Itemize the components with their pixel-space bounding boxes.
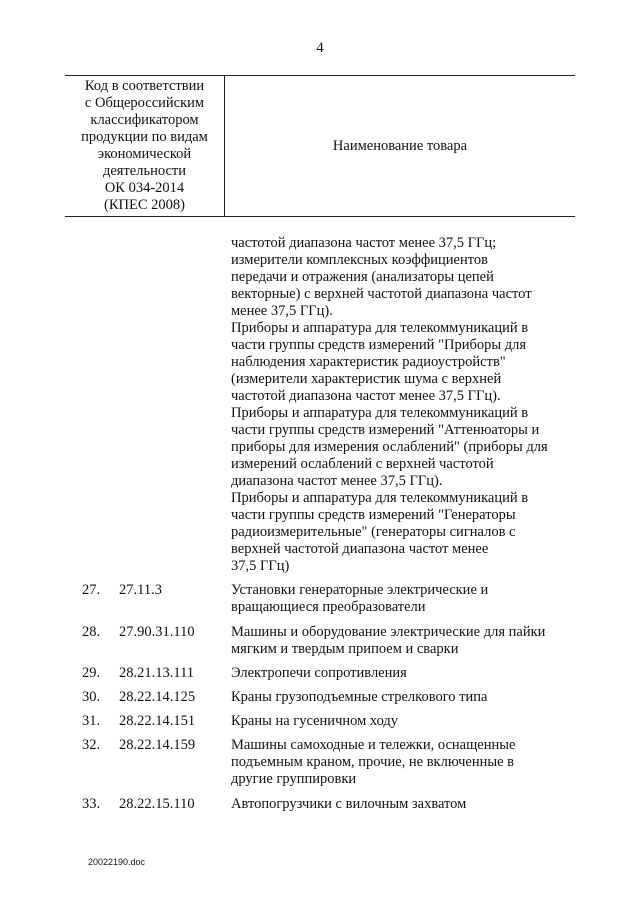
header-code-line: продукции по видам [81,129,208,145]
row-code: 28.22.14.151 [119,713,196,729]
row-name-line: Машины и оборудование электрические для пайки [231,624,546,640]
header-code-line: (КПЕС 2008) [104,197,185,213]
row-code: 27.90.31.110 [119,624,195,640]
row-name-line: Автопогрузчики с вилочным захватом [231,796,467,812]
paragraph [231,320,576,405]
row-name [231,737,576,788]
header-name-text: Наименование товара [332,137,468,154]
text-line: частотой диапазона частот менее 37,5 ГГц; [231,235,497,251]
row-name-line: Электропечи сопротивления [231,665,407,681]
row-code: 28.22.14.159 [119,737,196,753]
text-line: частотой диапазона частот менее 37,5 ГГц). [231,388,501,404]
text-line: (измерители характеристик шума с верхней [231,371,502,387]
header-code-line: Код в соответствии [84,78,205,94]
paragraph [231,490,576,575]
row-name [231,624,576,658]
row-name-line: Краны на гусеничном ходу [231,713,399,729]
row-name [231,689,576,706]
text-line: передачи и отражения (анализаторы цепей [231,269,494,285]
row-name-line: другие группировки [231,771,357,787]
row-name-line: мягким и твердым припоем и сварки [231,641,459,657]
row-name [231,796,576,813]
row-code: 28.22.15.110 [119,796,195,812]
row-number: 30. [82,689,101,705]
row-name [231,665,576,682]
text-line: радиоизмерительные" (генераторы сигналов с [231,524,516,540]
row-code: 28.22.14.125 [119,689,196,705]
header-code-column [65,76,225,216]
paragraph [231,235,576,320]
header-code-line: деятельности [102,163,186,179]
row-number: 32. [82,737,101,753]
header-code-line: экономической [97,146,192,162]
row-name-line: вращающиеся преобразователи [231,599,426,615]
row-name-line: Установки генераторные электрические и [231,582,489,598]
header-code-line: ОК 034-2014 [104,180,185,196]
page-number: 4 [316,40,324,56]
row-number: 28. [82,624,101,640]
text-line: менее 37,5 ГГц). [231,303,333,319]
header-name-column [225,76,575,216]
text-line: измерители комплексных коэффициентов [231,252,488,268]
header-code-line: классификатором [90,112,199,128]
text-line: наблюдения характеристик радиоустройств" [231,354,506,370]
header-code-line: с Общероссийским [84,95,205,111]
row-number: 31. [82,713,101,729]
text-line: части группы средств измерений "Аттенюаторы и [231,422,540,438]
header-code-text [81,78,208,214]
row-code: 27.11.3 [119,582,162,598]
file-name-footer: 20022190.doc [88,857,146,867]
continuation-text [231,235,576,575]
row-name-line: Краны грузоподъемные стрелкового типа [231,689,488,705]
row-code: 28.21.13.111 [119,665,195,681]
row-number: 33. [82,796,101,812]
row-name-line: подъемным краном, прочие, не включенные в [231,754,515,770]
row-name [231,582,576,616]
text-line: части группы средств измерений "Приборы для [231,337,526,353]
paragraph [231,405,576,490]
table-header [65,75,575,217]
text-line: измерений ослаблений с верхней частотой [231,456,494,472]
row-number: 29. [82,665,101,681]
text-line: верхней частотой диапазона частот менее [231,541,489,557]
row-name-line: Машины самоходные и тележки, оснащенные [231,737,516,753]
text-line: диапазона частот менее 37,5 ГГц). [231,473,443,489]
text-line: векторные) с верхней частотой диапазона частот [231,286,532,302]
text-line: Приборы и аппаратура для телекоммуникаций в [231,490,529,506]
text-line: Приборы и аппаратура для телекоммуникаций в [231,320,529,336]
text-line: Приборы и аппаратура для телекоммуникаций в [231,405,529,421]
row-number: 27. [82,582,101,598]
row-name [231,713,576,730]
text-line: части группы средств измерений "Генераторы [231,507,516,523]
text-line: приборы для измерения ослаблений" (приборы для [231,439,548,455]
text-line: 37,5 ГГц) [231,558,290,574]
